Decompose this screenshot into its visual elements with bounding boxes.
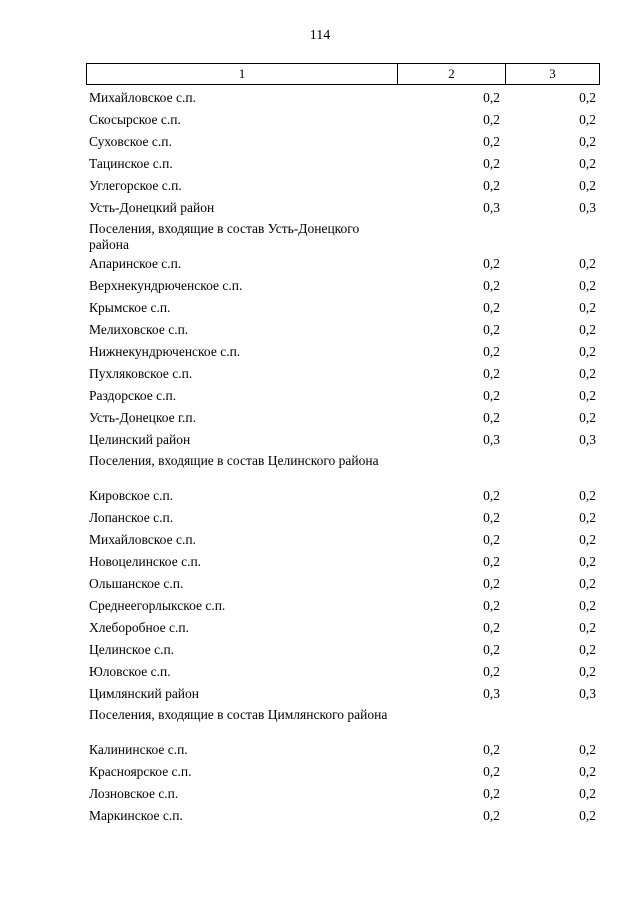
table-row	[0, 485, 640, 507]
row-name: Пухляковское с.п.	[89, 366, 193, 381]
row-name: Поселения, входящие в состав Усть-Донецкого района	[89, 221, 360, 252]
row-value-col3: 0,2	[579, 510, 596, 525]
page-number: 114	[309, 28, 331, 43]
row-value-col3: 0,2	[579, 388, 596, 403]
row-value-col2: 0,2	[483, 90, 500, 105]
row-name: Тацинское с.п.	[89, 156, 173, 171]
row-value-col3: 0,2	[579, 322, 596, 337]
row-value-col3: 0,2	[579, 278, 596, 293]
row-name: Ольшанское с.п.	[89, 576, 184, 591]
row-value-col3: 0,2	[579, 256, 596, 271]
column-header-3: 3	[549, 66, 556, 81]
row-value-col3: 0,2	[579, 532, 596, 547]
row-name: Лозновское с.п.	[89, 786, 179, 801]
table-row	[0, 507, 640, 529]
row-value-col2: 0,2	[483, 344, 500, 359]
row-name: Новоцелинское с.п.	[89, 554, 202, 569]
section-heading-row	[0, 451, 640, 485]
column-header-2: 2	[398, 64, 506, 84]
row-value-col3: 0,2	[579, 178, 596, 193]
table-row	[0, 429, 640, 451]
row-value-col2: 0,2	[483, 620, 500, 635]
row-value-col3: 0,2	[579, 786, 596, 801]
row-value-col3: 0,2	[579, 664, 596, 679]
row-value-col2: 0,2	[483, 322, 500, 337]
row-value-col2: 0,3	[483, 200, 500, 215]
table-row	[0, 595, 640, 617]
row-name: Юловское с.п.	[89, 664, 171, 679]
table-row	[0, 661, 640, 683]
column-header-1: 1	[87, 64, 398, 84]
row-value-col3: 0,2	[579, 410, 596, 425]
table-row	[0, 87, 640, 109]
row-value-col2: 0,2	[483, 134, 500, 149]
row-name: Усть-Донецкий район	[89, 200, 215, 215]
row-name: Углегорское с.п.	[89, 178, 182, 193]
row-value-col2: 0,2	[483, 366, 500, 381]
row-value-col2: 0,2	[483, 808, 500, 823]
row-value-col2: 0,2	[483, 156, 500, 171]
row-name: Усть-Донецкое г.п.	[89, 410, 197, 425]
table-row	[0, 639, 640, 661]
table-row	[0, 275, 640, 297]
row-name: Раздорское с.п.	[89, 388, 177, 403]
row-value-col2: 0,2	[483, 112, 500, 127]
row-value-col3: 0,2	[579, 620, 596, 635]
row-name: Калининское с.п.	[89, 742, 188, 757]
table-row	[0, 385, 640, 407]
row-value-col2: 0,2	[483, 664, 500, 679]
row-value-col2: 0,2	[483, 764, 500, 779]
table-row	[0, 153, 640, 175]
row-name: Кировское с.п.	[89, 488, 174, 503]
row-value-col3: 0,2	[579, 344, 596, 359]
row-name: Апаринское с.п.	[89, 256, 182, 271]
row-value-col3: 0,2	[579, 488, 596, 503]
row-value-col2: 0,2	[483, 576, 500, 591]
table-row	[0, 109, 640, 131]
row-value-col3: 0,2	[579, 300, 596, 315]
row-value-col3: 0,3	[579, 432, 596, 447]
row-value-col2: 0,2	[483, 410, 500, 425]
row-value-col2: 0,2	[483, 554, 500, 569]
row-name: Лопанское с.п.	[89, 510, 174, 525]
section-heading-row	[0, 219, 640, 253]
row-value-col2: 0,2	[483, 598, 500, 613]
row-value-col3: 0,2	[579, 134, 596, 149]
table-row	[0, 529, 640, 551]
row-name: Михайловское с.п.	[89, 532, 196, 547]
row-name: Целинский район	[89, 432, 191, 447]
table-row	[0, 407, 640, 429]
row-value-col3: 0,2	[579, 90, 596, 105]
row-value-col2: 0,2	[483, 388, 500, 403]
table-row	[0, 319, 640, 341]
row-value-col3: 0,2	[579, 642, 596, 657]
row-value-col3: 0,3	[579, 686, 596, 701]
row-name: Нижнекундрюченское с.п.	[89, 344, 241, 359]
row-value-col2: 0,2	[483, 300, 500, 315]
row-value-col3: 0,2	[579, 764, 596, 779]
table-row	[0, 197, 640, 219]
table-row	[0, 739, 640, 761]
row-value-col3: 0,2	[579, 598, 596, 613]
row-name: Маркинское с.п.	[89, 808, 183, 823]
row-value-col3: 0,2	[579, 156, 596, 171]
table-row	[0, 551, 640, 573]
table-row	[0, 297, 640, 319]
table-row	[0, 363, 640, 385]
row-name: Красноярское с.п.	[89, 764, 192, 779]
table-header	[86, 63, 600, 85]
table-body	[0, 87, 640, 827]
row-name: Суховское с.п.	[89, 134, 172, 149]
table-row	[0, 805, 640, 827]
row-value-col2: 0,2	[483, 278, 500, 293]
row-value-col2: 0,2	[483, 742, 500, 757]
row-name: Целинское с.п.	[89, 642, 175, 657]
row-value-col2: 0,2	[483, 642, 500, 657]
row-name: Крымское с.п.	[89, 300, 171, 315]
table-row	[0, 253, 640, 275]
table-row	[0, 683, 640, 705]
row-name: Скосырское с.п.	[89, 112, 181, 127]
row-value-col3: 0,2	[579, 112, 596, 127]
row-name: Хлеборобное с.п.	[89, 620, 189, 635]
row-value-col3: 0,2	[579, 742, 596, 757]
row-value-col2: 0,2	[483, 786, 500, 801]
row-name: Верхнекундрюченское с.п.	[89, 278, 243, 293]
row-value-col2: 0,2	[483, 256, 500, 271]
row-value-col2: 0,3	[483, 686, 500, 701]
row-value-col2: 0,2	[483, 178, 500, 193]
row-value-col3: 0,2	[579, 576, 596, 591]
row-name: Цимлянский район	[89, 686, 200, 701]
row-value-col2: 0,2	[483, 532, 500, 547]
row-value-col3: 0,2	[579, 554, 596, 569]
row-name: Поселения, входящие в состав Целинского района	[89, 453, 379, 468]
row-name: Михайловское с.п.	[89, 90, 196, 105]
row-name: Мелиховское с.п.	[89, 322, 189, 337]
section-heading-row	[0, 705, 640, 739]
table-row	[0, 175, 640, 197]
row-value-col2: 0,3	[483, 432, 500, 447]
row-value-col2: 0,2	[483, 488, 500, 503]
row-value-col3: 0,3	[579, 200, 596, 215]
table-row	[0, 761, 640, 783]
row-name: Поселения, входящие в состав Цимлянского района	[89, 707, 388, 722]
row-value-col3: 0,2	[579, 366, 596, 381]
table-row	[0, 783, 640, 805]
row-name: Среднеегорлыкское с.п.	[89, 598, 226, 613]
row-value-col3: 0,2	[579, 808, 596, 823]
row-value-col2: 0,2	[483, 510, 500, 525]
table-row	[0, 131, 640, 153]
table-row	[0, 573, 640, 595]
table-row	[0, 617, 640, 639]
table-row	[0, 341, 640, 363]
